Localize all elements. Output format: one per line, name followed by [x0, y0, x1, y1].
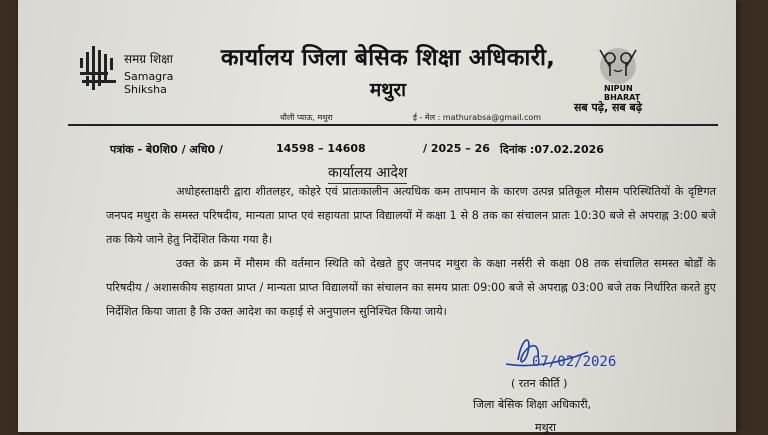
order-heading: कार्यालय आदेश	[328, 163, 407, 184]
logo-hindi-text: समग्र शिक्षा	[124, 52, 173, 66]
signatory-designation: जिला बेसिक शिक्षा अधिकारी,	[473, 398, 592, 411]
ref-date: दिनांक :07.02.2026	[500, 143, 604, 156]
nipun-bharat-logo	[574, 40, 684, 120]
signatory-name: ( रतन कीर्ति )	[511, 377, 568, 390]
samagra-shiksha-logo	[78, 44, 208, 94]
office-title: कार्यालय जिला बेसिक शिक्षा अधिकारी,	[220, 45, 556, 71]
ref-patrank: पत्रांक - बे0शि0 / अधि0 /	[110, 143, 223, 156]
samagra-shiksha-icon	[78, 44, 120, 92]
office-address: धौली प्याऊ, मथुरा	[280, 113, 333, 122]
signatory-place: मथुरा	[535, 421, 556, 434]
office-city: मथुरा	[369, 79, 407, 101]
nipun-bharat-icon	[590, 40, 646, 84]
header-divider	[68, 124, 718, 126]
logo-english-text: Samagra Shiksha	[124, 70, 174, 96]
order-paragraph-2: उक्त के क्रम में मौसम की वर्तमान स्थिति को देखते हुए जनपद मथुरा के कक्षा नर्सरी से कक्षा 08 तक संचालित समस्त बोर्डों के परिषदीय / अशासकीय सहायता प्राप्त / मान्यता प्राप्त विद्यालयों का संचालन का समय प्रातः 09:00 बजे से अपराह्न 03:00 बजे तक निर्धारित करते हुए निर्देशित किया जाता है कि उक्त आदेश का कड़ाई से अनुपालन सुनिश्चित किया जाये।	[106, 257, 716, 318]
handwritten-signature	[488, 330, 648, 374]
nipun-bharat-text: NIPUN BHARAT	[604, 84, 641, 102]
signature-date: 07/02/2026	[532, 354, 617, 370]
office-email: ई - मेल : mathurabsa@gmail.com	[413, 113, 542, 122]
ref-year: / 2025 – 26	[423, 142, 490, 155]
document-page	[18, 0, 736, 432]
order-paragraph-1: अधोहस्ताक्षरी द्वारा शीतलहर, कोहरे एवं प्रातःकालीन अत्यधिक कम तापमान के कारण उत्पन्न प्रतिकूल मौसम परिस्थितियों के दृष्टिगत जनपद मथुरा के समस्त परिषदीय, मान्यता प्राप्त एवं सहायता प्राप्त विद्यालयों में कक्षा 1 से 8 तक का संचालन प्रातः 10:30 बजे से अपराह्न 3:00 बजे तक किये जाने हेतु निर्देशित किया गया है।	[106, 185, 716, 246]
tagline: सब पढ़े, सब बढ़े	[574, 101, 643, 114]
ref-numbers: 14598 – 14608	[276, 142, 366, 155]
